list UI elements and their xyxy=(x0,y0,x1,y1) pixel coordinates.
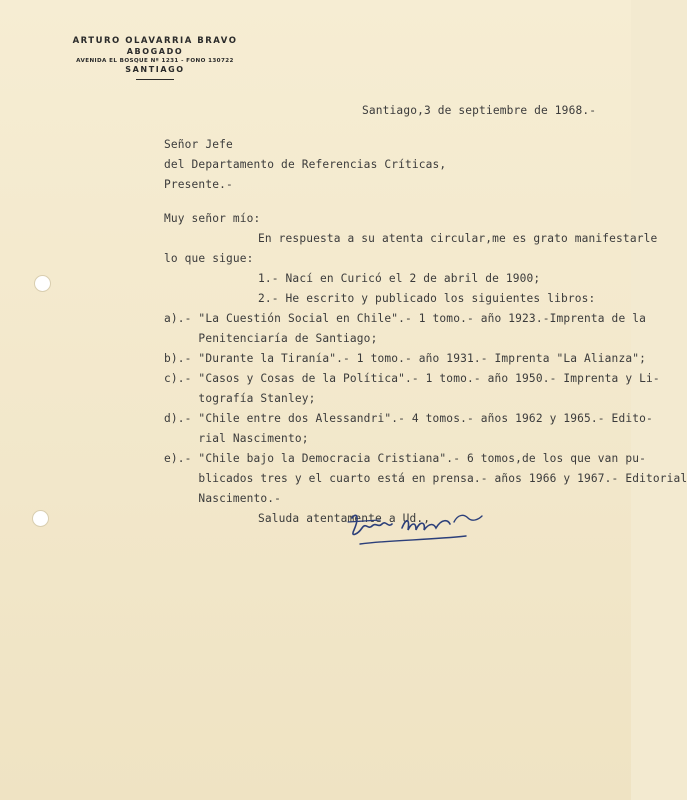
addressee-line: Presente.- xyxy=(164,178,233,191)
salutation: Muy señor mío: xyxy=(164,212,261,225)
book-line: blicados tres y el cuarto está en prensa.- años 1966 y 1967.- Editorial xyxy=(164,472,687,485)
addressee-line: del Departamento de Referencias Críticas, xyxy=(164,158,447,171)
book-line: rial Nascimento; xyxy=(164,432,309,445)
book-line: Penitenciaría de Santiago; xyxy=(164,332,378,345)
addressee-line: Señor Jefe xyxy=(164,138,233,151)
punch-hole xyxy=(34,275,51,292)
punch-hole xyxy=(32,510,49,527)
intro-line: lo que sigue: xyxy=(164,252,254,265)
point-line: 1.- Nací en Curicó el 2 de abril de 1900; xyxy=(258,272,541,285)
book-line: d).- "Chile entre dos Alessandri".- 4 tomos.- años 1962 y 1965.- Edito- xyxy=(164,412,653,425)
book-line: c).- "Casos y Cosas de la Política".- 1 tomo.- año 1950.- Imprenta y Li- xyxy=(164,372,660,385)
letterhead-address: AVENIDA EL BOSQUE Nº 1231 - FONO 130722 xyxy=(76,58,234,64)
date-line: Santiago,3 de septiembre de 1968.- xyxy=(362,104,597,117)
letterhead-city: SANTIAGO xyxy=(125,65,185,74)
book-line: Nascimento.- xyxy=(164,492,282,505)
letterhead xyxy=(50,36,260,80)
handwritten-signature xyxy=(340,500,500,560)
letterhead-rule xyxy=(136,79,174,80)
intro-line: En respuesta a su atenta circular,me es grato manifestarle xyxy=(258,232,658,245)
book-line: a).- "La Cuestión Social en Chile".- 1 tomo.- año 1923.-Imprenta de la xyxy=(164,312,646,325)
point-line: 2.- He escrito y publicado los siguientes libros: xyxy=(258,292,596,305)
closing: Saluda atentamente a Ud., xyxy=(258,512,431,525)
letterhead-name: ARTURO OLAVARRIA BRAVO xyxy=(72,36,238,46)
letterhead-title: ABOGADO xyxy=(126,47,184,56)
book-line: e).- "Chile bajo la Democracia Cristiana".- 6 tomos,de los que van pu- xyxy=(164,452,646,465)
book-line: tografía Stanley; xyxy=(164,392,316,405)
book-line: b).- "Durante la Tiranía".- 1 tomo.- año 1931.- Imprenta "La Alianza"; xyxy=(164,352,646,365)
